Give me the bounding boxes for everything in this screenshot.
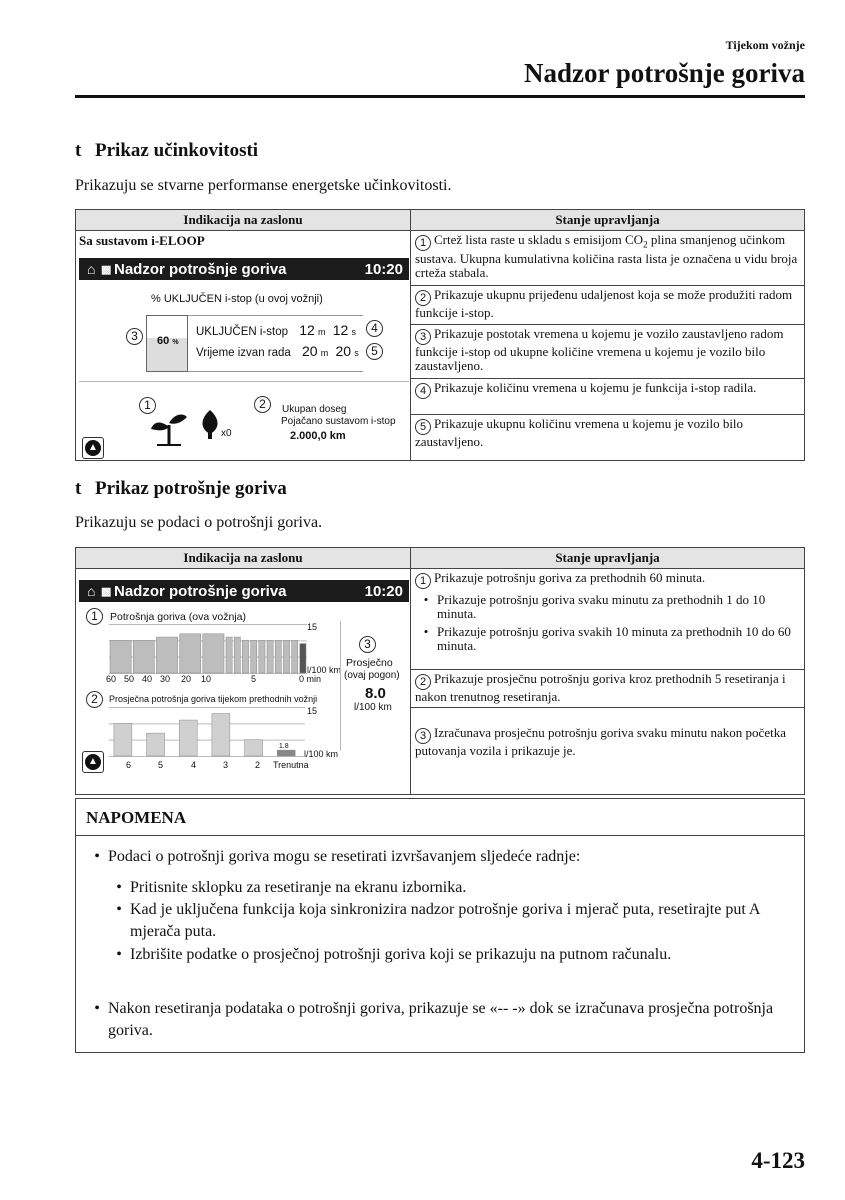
desc-row-1: 1 Crtež lista raste u skladu s emisijom $CO_2$ plina smanjenog učinkom sustava. Ukupna kumulativna količina rasta lista je označena u vidu broja crteža stabala. (411, 231, 805, 286)
chart-bar (277, 750, 295, 756)
chart-bar (114, 723, 132, 756)
chart1-ymax: 15 (307, 622, 318, 632)
chart-bar (212, 714, 230, 756)
desc-row-3: 3 Izračunava prosječnu potrošnju goriva svaku minutu nakon početka putovanja vozila i prikazuje je. (411, 708, 805, 795)
chart-bar (267, 640, 273, 673)
chart-bar (283, 640, 289, 673)
chart-bar (259, 640, 265, 673)
column-header: Indikacija na zaslonu (76, 548, 411, 569)
chart-bar (275, 640, 281, 673)
note-header (76, 799, 804, 836)
chart-bar (203, 634, 224, 673)
chart-bar (242, 640, 248, 673)
tick-label: 40 (142, 674, 153, 684)
consumption-table (75, 547, 805, 795)
tick-label: 30 (160, 674, 171, 684)
callout-1: 1 (139, 397, 156, 414)
desc-bullet: • Prikazuje potrošnju goriva svaku minutu za prethodnih 1 do 10 minuta. (423, 592, 766, 621)
section-heading-consumption: t Prikaz potrošnje goriva (75, 478, 287, 499)
desc-row-3: 3 Prikazuje postotak vremena u kojemu je vozilo zaustavljeno radom funkcije i-stop od ukupne količine vremena u kojemu je vozilo bilo zaustavljeno. (411, 325, 805, 379)
section-intro: Prikazuju se podaci o potrošnji goriva. (75, 514, 323, 531)
tree-count: x0 (221, 428, 232, 439)
note-bullet-2: • Nakon resetiranja podataka o potrošnji goriva, prikazuje se «-- -» dok se izračunava prosječna potrošnja goriva. (94, 1000, 774, 1039)
callout-4: 4 (366, 320, 383, 337)
istop-on-row: UKLJUČEN i-stop 12 m 12 s (196, 322, 356, 338)
clock: 10:20 (364, 261, 403, 278)
tick-label: 3 (223, 760, 229, 770)
chart-bar (245, 740, 263, 756)
screen-title: Nadzor potrošnje goriva (114, 583, 287, 600)
callout-2: 2 (254, 396, 271, 413)
chart-bar (147, 733, 165, 756)
chart-bar (300, 644, 306, 673)
desc-row-5: 5 Prikazuje ukupnu količinu vremena u kojemu je vozilo bilo zaustavljeno. (411, 415, 805, 461)
stop-time-row: Vrijeme izvan rada 20 m 20 s (196, 343, 359, 359)
avg-unit: l/100 km (354, 702, 392, 713)
app-icon: ▩ (101, 586, 112, 598)
chart2-xaxis (116, 760, 316, 772)
desc-row-2: 2 Prikazuje ukupnu prijeđenu udaljenost koja se može produžiti radom funkcije i-stop. (411, 285, 805, 324)
tick-label: 6 (126, 760, 132, 770)
istop-gauge (146, 315, 188, 372)
column-header: Indikacija na zaslonu (76, 210, 411, 231)
tick-label: 2 (255, 760, 261, 770)
chart-bar (180, 634, 201, 673)
screen-title: Nadzor potrošnje goriva (114, 261, 287, 278)
efficiency-table (75, 209, 805, 461)
istop-label: % UKLJUČEN i-stop (u ovoj vožnji) (151, 293, 323, 305)
desc-bullet: • Prikazuje potrošnju goriva svakih 10 minuta za prethodnih 10 do 60 minuta. (423, 624, 791, 653)
tick-label: 5 (158, 760, 164, 770)
avg-label: Prosječno (346, 657, 393, 669)
efficiency-screen (76, 231, 410, 460)
chevron-up-icon: ▲ (85, 754, 101, 770)
chart1-svg (109, 624, 307, 674)
page-title: Nadzor potrošnje goriva (524, 58, 805, 88)
screen-title-bar (79, 580, 409, 602)
range-sublabel: Pojačano sustavom i-stop (281, 416, 396, 427)
column-header: Stanje upravljanja (411, 210, 805, 231)
chart2-ymax: 15 (307, 706, 318, 716)
chart-bar (251, 640, 257, 673)
callout-2: 2 (86, 691, 103, 708)
callout-3: 3 (126, 328, 143, 345)
chapter-label: Tijekom vožnje (725, 38, 805, 52)
callout-5: 5 (366, 343, 383, 360)
column-header: Stanje upravljanja (411, 548, 805, 569)
scroll-up-button[interactable] (82, 437, 104, 459)
chart-bar (133, 640, 154, 673)
screen-title-bar (79, 258, 409, 280)
data-label: 1.8 (278, 743, 289, 751)
tick-label: 0 min (299, 674, 322, 684)
callout-3: 3 (359, 636, 376, 653)
home-icon: ⌂ (87, 583, 96, 599)
screen-cell (76, 569, 411, 795)
chart-bar (110, 640, 131, 673)
chart-bar (234, 637, 240, 673)
tick-label: Trenutna (273, 760, 309, 770)
screen-divider (79, 381, 409, 382)
tick-label: 4 (191, 760, 197, 770)
chevron-up-icon: ▲ (85, 440, 101, 456)
section-marker: t (75, 478, 82, 499)
desc-row-2: 2 Prikazuje prosječnu potrošnju goriva kroz prethodnih 5 resetiranja i nakon trenutnog resetiranja. (411, 670, 805, 708)
range-value: 2.000,0 km (290, 430, 346, 442)
consumption-screen (76, 569, 410, 781)
avg-divider (340, 621, 341, 751)
chart2-svg (109, 707, 305, 757)
section-heading-efficiency: t Prikaz učinkovitosti (75, 140, 259, 161)
header-divider (75, 95, 805, 98)
chart2-unit: l/100 km (304, 749, 339, 759)
desc-row-4: 4 Prikazuje količinu vremena u kojemu je funkcija i-stop radila. (411, 379, 805, 415)
app-icon: ▩ (101, 264, 112, 276)
chart-bar (179, 720, 197, 756)
chart-bar (226, 637, 232, 673)
range-label: Ukupan doseg (282, 404, 347, 415)
clock: 10:20 (364, 583, 403, 600)
note-title: NAPOMENA (86, 808, 187, 827)
tick-label: 10 (201, 674, 212, 684)
callout-1: 1 (86, 608, 103, 625)
tick-label: 5 (251, 674, 257, 684)
chart1-unit: l/100 km (307, 665, 342, 675)
istop-percent: 60 % (157, 335, 179, 347)
chart1-xaxis (103, 674, 325, 686)
note-sub-2: • Kad je uključena funkcija koja sinkronizira nadzor potrošnje goriva i mjerač puta, resetirajte put A mjerača puta. (116, 901, 760, 940)
section-marker: t (75, 140, 82, 161)
screen-cell (76, 231, 411, 461)
scroll-up-button[interactable] (82, 751, 104, 773)
chart-bar (156, 637, 177, 673)
desc-row-1: 1 Prikazuje potrošnju goriva za prethodnih 60 minuta. • Prikazuje potrošnju goriva svaku minutu za prethodnih 1 do 10 minuta. • Prikazuje potrošnju goriva svakih 10 minuta za prethodnih 10 do 60 minuta. (411, 569, 805, 670)
note-box (75, 798, 805, 1053)
tree-icon (199, 408, 221, 440)
note-sub-3: • Izbrišite podatke o prosječnoj potrošnji goriva koji se prikazuju na putnom računalu. (116, 946, 672, 963)
sprout-icon (149, 409, 189, 447)
tick-label: 60 (106, 674, 117, 684)
screen-subheading: Sa sustavom i-ELOOP (79, 233, 205, 248)
note-bullet-1: • Podaci o potrošnji goriva mogu se resetirati izvršavanjem sljedeće radnje: (94, 848, 581, 865)
page-number: 4-123 (751, 1148, 805, 1173)
tick-label: 50 (124, 674, 135, 684)
chart2-label: Prosječna potrošnja goriva tijekom prethodnih vožnji (109, 694, 318, 704)
tick-label: 20 (181, 674, 192, 684)
section-intro: Prikazuju se stvarne performanse energetske učinkovitosti. (75, 177, 452, 194)
avg-value: 8.0 (365, 685, 386, 702)
home-icon: ⌂ (87, 261, 96, 277)
note-sub-1: • Pritisnite sklopku za resetiranje na ekranu izbornika. (116, 879, 467, 896)
chart-bar (292, 640, 298, 673)
avg-sublabel: (ovaj pogon) (344, 670, 400, 681)
chart1-label: Potrošnja goriva (ova vožnja) (110, 611, 246, 623)
